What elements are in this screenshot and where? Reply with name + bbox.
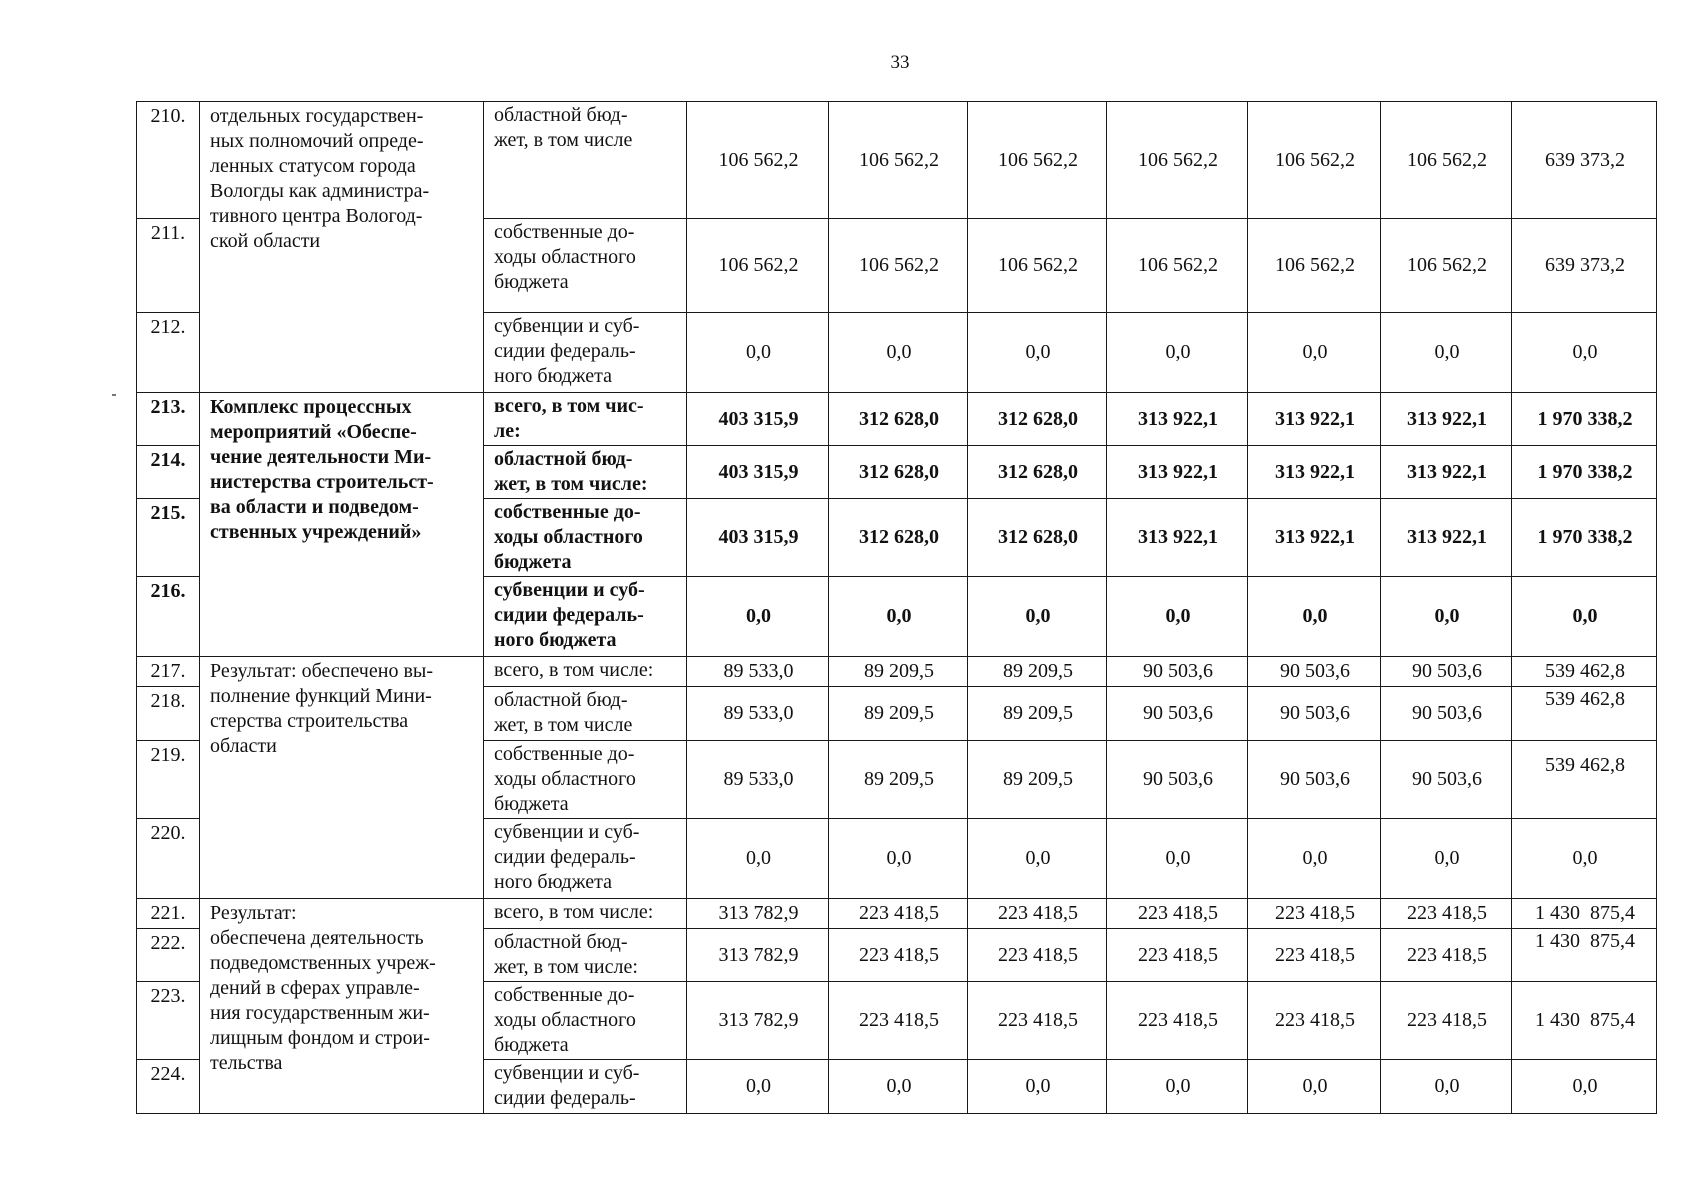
row-number: 211. bbox=[137, 219, 200, 313]
value-cell: 90 503,6 bbox=[1381, 741, 1512, 819]
total-cell: 539 462,8 bbox=[1512, 687, 1657, 741]
page-number: 33 bbox=[890, 52, 910, 73]
value-cell: 90 503,6 bbox=[1107, 741, 1248, 819]
scan-artifact bbox=[112, 394, 116, 396]
row-number: 224. bbox=[137, 1060, 200, 1114]
value-cell: 0,0 bbox=[968, 313, 1107, 393]
value-cell: 223 418,5 bbox=[968, 899, 1107, 929]
measure-name: Результат: обеспечена деятельность подведомственных учреж- дений в сферах управле- ния государственным жи- лищным фондом и строи- тельства bbox=[200, 899, 484, 1114]
value-cell: 90 503,6 bbox=[1248, 657, 1381, 687]
value-cell: 313 922,1 bbox=[1107, 499, 1248, 577]
value-cell: 89 209,5 bbox=[829, 687, 968, 741]
value-cell: 223 418,5 bbox=[1107, 929, 1248, 982]
value-cell: 223 418,5 bbox=[1381, 929, 1512, 982]
value-cell: 106 562,2 bbox=[1107, 102, 1248, 219]
value-cell: 106 562,2 bbox=[968, 219, 1107, 313]
value-cell: 0,0 bbox=[829, 819, 968, 899]
total-cell: 0,0 bbox=[1512, 819, 1657, 899]
table-row bbox=[137, 393, 1657, 446]
value-cell: 106 562,2 bbox=[687, 102, 829, 219]
value-cell: 313 922,1 bbox=[1381, 446, 1512, 499]
value-cell: 90 503,6 bbox=[1248, 687, 1381, 741]
row-number: 212. bbox=[137, 313, 200, 393]
row-number: 210. bbox=[137, 102, 200, 219]
funding-source: областной бюд- жет, в том числе bbox=[484, 102, 687, 219]
value-cell: 106 562,2 bbox=[829, 102, 968, 219]
value-cell: 0,0 bbox=[1248, 1060, 1381, 1114]
value-cell: 90 503,6 bbox=[1107, 687, 1248, 741]
value-cell: 89 209,5 bbox=[829, 741, 968, 819]
funding-source: субвенции и суб- сидии федераль- ного бюджета bbox=[484, 819, 687, 899]
total-cell: 1 970 338,2 bbox=[1512, 499, 1657, 577]
value-cell: 403 315,9 bbox=[687, 393, 829, 446]
funding-source: собственные до- ходы областного бюджета bbox=[484, 741, 687, 819]
budget-table bbox=[136, 101, 1657, 1114]
value-cell: 0,0 bbox=[1107, 577, 1248, 657]
funding-source: субвенции и суб- сидии федераль- bbox=[484, 1060, 687, 1114]
row-number: 217. bbox=[137, 657, 200, 687]
value-cell: 0,0 bbox=[687, 313, 829, 393]
total-cell: 639 373,2 bbox=[1512, 102, 1657, 219]
value-cell: 313 922,1 bbox=[1381, 393, 1512, 446]
row-number: 219. bbox=[137, 741, 200, 819]
table-row bbox=[137, 899, 1657, 929]
value-cell: 0,0 bbox=[968, 577, 1107, 657]
funding-source: субвенции и суб- сидии федераль- ного бюджета bbox=[484, 313, 687, 393]
value-cell: 0,0 bbox=[687, 577, 829, 657]
value-cell: 0,0 bbox=[687, 819, 829, 899]
value-cell: 313 922,1 bbox=[1107, 446, 1248, 499]
value-cell: 223 418,5 bbox=[829, 899, 968, 929]
total-cell: 1 430 875,4 bbox=[1512, 929, 1657, 982]
value-cell: 223 418,5 bbox=[1107, 899, 1248, 929]
value-cell: 313 922,1 bbox=[1381, 499, 1512, 577]
value-cell: 106 562,2 bbox=[687, 219, 829, 313]
measure-name: Комплекс процессных мероприятий «Обеспе- чение деятельности Ми- нистерства строительст- ва области и подведом- ственных учреждений» bbox=[200, 393, 484, 657]
total-cell: 0,0 bbox=[1512, 313, 1657, 393]
funding-source: всего, в том числе: bbox=[484, 657, 687, 687]
value-cell: 106 562,2 bbox=[968, 102, 1107, 219]
value-cell: 0,0 bbox=[687, 1060, 829, 1114]
value-cell: 90 503,6 bbox=[1248, 741, 1381, 819]
row-number: 214. bbox=[137, 446, 200, 499]
total-cell: 1 430 875,4 bbox=[1512, 982, 1657, 1060]
value-cell: 106 562,2 bbox=[829, 219, 968, 313]
total-cell: 0,0 bbox=[1512, 577, 1657, 657]
row-number: 223. bbox=[137, 982, 200, 1060]
total-cell: 1 970 338,2 bbox=[1512, 393, 1657, 446]
value-cell: 90 503,6 bbox=[1381, 687, 1512, 741]
row-number: 221. bbox=[137, 899, 200, 929]
row-number: 222. bbox=[137, 929, 200, 982]
value-cell: 0,0 bbox=[829, 313, 968, 393]
value-cell: 106 562,2 bbox=[1248, 102, 1381, 219]
value-cell: 312 628,0 bbox=[829, 393, 968, 446]
value-cell: 223 418,5 bbox=[829, 929, 968, 982]
value-cell: 312 628,0 bbox=[968, 393, 1107, 446]
value-cell: 313 782,9 bbox=[687, 899, 829, 929]
value-cell: 313 922,1 bbox=[1248, 393, 1381, 446]
row-number: 215. bbox=[137, 499, 200, 577]
value-cell: 89 209,5 bbox=[968, 657, 1107, 687]
value-cell: 403 315,9 bbox=[687, 446, 829, 499]
funding-source: областной бюд- жет, в том числе: bbox=[484, 929, 687, 982]
value-cell: 0,0 bbox=[1107, 1060, 1248, 1114]
value-cell: 89 209,5 bbox=[829, 657, 968, 687]
funding-source: собственные до- ходы областного бюджета bbox=[484, 982, 687, 1060]
value-cell: 0,0 bbox=[829, 577, 968, 657]
total-cell: 1 430 875,4 bbox=[1512, 899, 1657, 929]
total-cell: 1 970 338,2 bbox=[1512, 446, 1657, 499]
value-cell: 312 628,0 bbox=[829, 499, 968, 577]
row-number: 213. bbox=[137, 393, 200, 446]
value-cell: 0,0 bbox=[1107, 819, 1248, 899]
value-cell: 106 562,2 bbox=[1248, 219, 1381, 313]
funding-source: областной бюд- жет, в том числе: bbox=[484, 446, 687, 499]
value-cell: 223 418,5 bbox=[829, 982, 968, 1060]
value-cell: 223 418,5 bbox=[1381, 899, 1512, 929]
value-cell: 89 533,0 bbox=[687, 741, 829, 819]
value-cell: 0,0 bbox=[1381, 577, 1512, 657]
value-cell: 313 922,1 bbox=[1248, 499, 1381, 577]
value-cell: 0,0 bbox=[1248, 577, 1381, 657]
value-cell: 89 209,5 bbox=[968, 687, 1107, 741]
value-cell: 312 628,0 bbox=[968, 499, 1107, 577]
value-cell: 403 315,9 bbox=[687, 499, 829, 577]
value-cell: 223 418,5 bbox=[1248, 982, 1381, 1060]
value-cell: 0,0 bbox=[1248, 819, 1381, 899]
value-cell: 89 209,5 bbox=[968, 741, 1107, 819]
value-cell: 312 628,0 bbox=[829, 446, 968, 499]
measure-name: отдельных государствен- ных полномочий опреде- ленных статусом города Вологды как администра- тивного центра Вологод- ской области bbox=[200, 102, 484, 393]
value-cell: 312 628,0 bbox=[968, 446, 1107, 499]
value-cell: 0,0 bbox=[968, 1060, 1107, 1114]
value-cell: 0,0 bbox=[1381, 313, 1512, 393]
measure-name: Результат: обеспечено вы- полнение функций Мини- стерства строительства области bbox=[200, 657, 484, 899]
value-cell: 313 922,1 bbox=[1107, 393, 1248, 446]
value-cell: 223 418,5 bbox=[968, 982, 1107, 1060]
total-cell: 639 373,2 bbox=[1512, 219, 1657, 313]
funding-source: собственные до- ходы областного бюджета bbox=[484, 219, 687, 313]
value-cell: 313 782,9 bbox=[687, 982, 829, 1060]
value-cell: 106 562,2 bbox=[1381, 219, 1512, 313]
value-cell: 223 418,5 bbox=[1107, 982, 1248, 1060]
funding-source: областной бюд- жет, в том числе bbox=[484, 687, 687, 741]
value-cell: 90 503,6 bbox=[1107, 657, 1248, 687]
row-number: 216. bbox=[137, 577, 200, 657]
funding-source: всего, в том чис- ле: bbox=[484, 393, 687, 446]
total-cell: 539 462,8 bbox=[1512, 657, 1657, 687]
value-cell: 106 562,2 bbox=[1381, 102, 1512, 219]
value-cell: 0,0 bbox=[1381, 819, 1512, 899]
table-row bbox=[137, 657, 1657, 687]
value-cell: 223 418,5 bbox=[1381, 982, 1512, 1060]
total-cell: 539 462,8 bbox=[1512, 741, 1657, 819]
total-cell: 0,0 bbox=[1512, 1060, 1657, 1114]
funding-source: собственные до- ходы областного бюджета bbox=[484, 499, 687, 577]
value-cell: 223 418,5 bbox=[1248, 899, 1381, 929]
value-cell: 106 562,2 bbox=[1107, 219, 1248, 313]
value-cell: 223 418,5 bbox=[1248, 929, 1381, 982]
value-cell: 223 418,5 bbox=[968, 929, 1107, 982]
value-cell: 0,0 bbox=[829, 1060, 968, 1114]
value-cell: 90 503,6 bbox=[1381, 657, 1512, 687]
value-cell: 89 533,0 bbox=[687, 687, 829, 741]
funding-source: всего, в том числе: bbox=[484, 899, 687, 929]
funding-source: субвенции и суб- сидии федераль- ного бюджета bbox=[484, 577, 687, 657]
value-cell: 0,0 bbox=[1381, 1060, 1512, 1114]
value-cell: 0,0 bbox=[1107, 313, 1248, 393]
value-cell: 313 922,1 bbox=[1248, 446, 1381, 499]
value-cell: 0,0 bbox=[968, 819, 1107, 899]
value-cell: 89 533,0 bbox=[687, 657, 829, 687]
row-number: 218. bbox=[137, 687, 200, 741]
value-cell: 313 782,9 bbox=[687, 929, 829, 982]
row-number: 220. bbox=[137, 819, 200, 899]
table-row bbox=[137, 102, 1657, 219]
value-cell: 0,0 bbox=[1248, 313, 1381, 393]
